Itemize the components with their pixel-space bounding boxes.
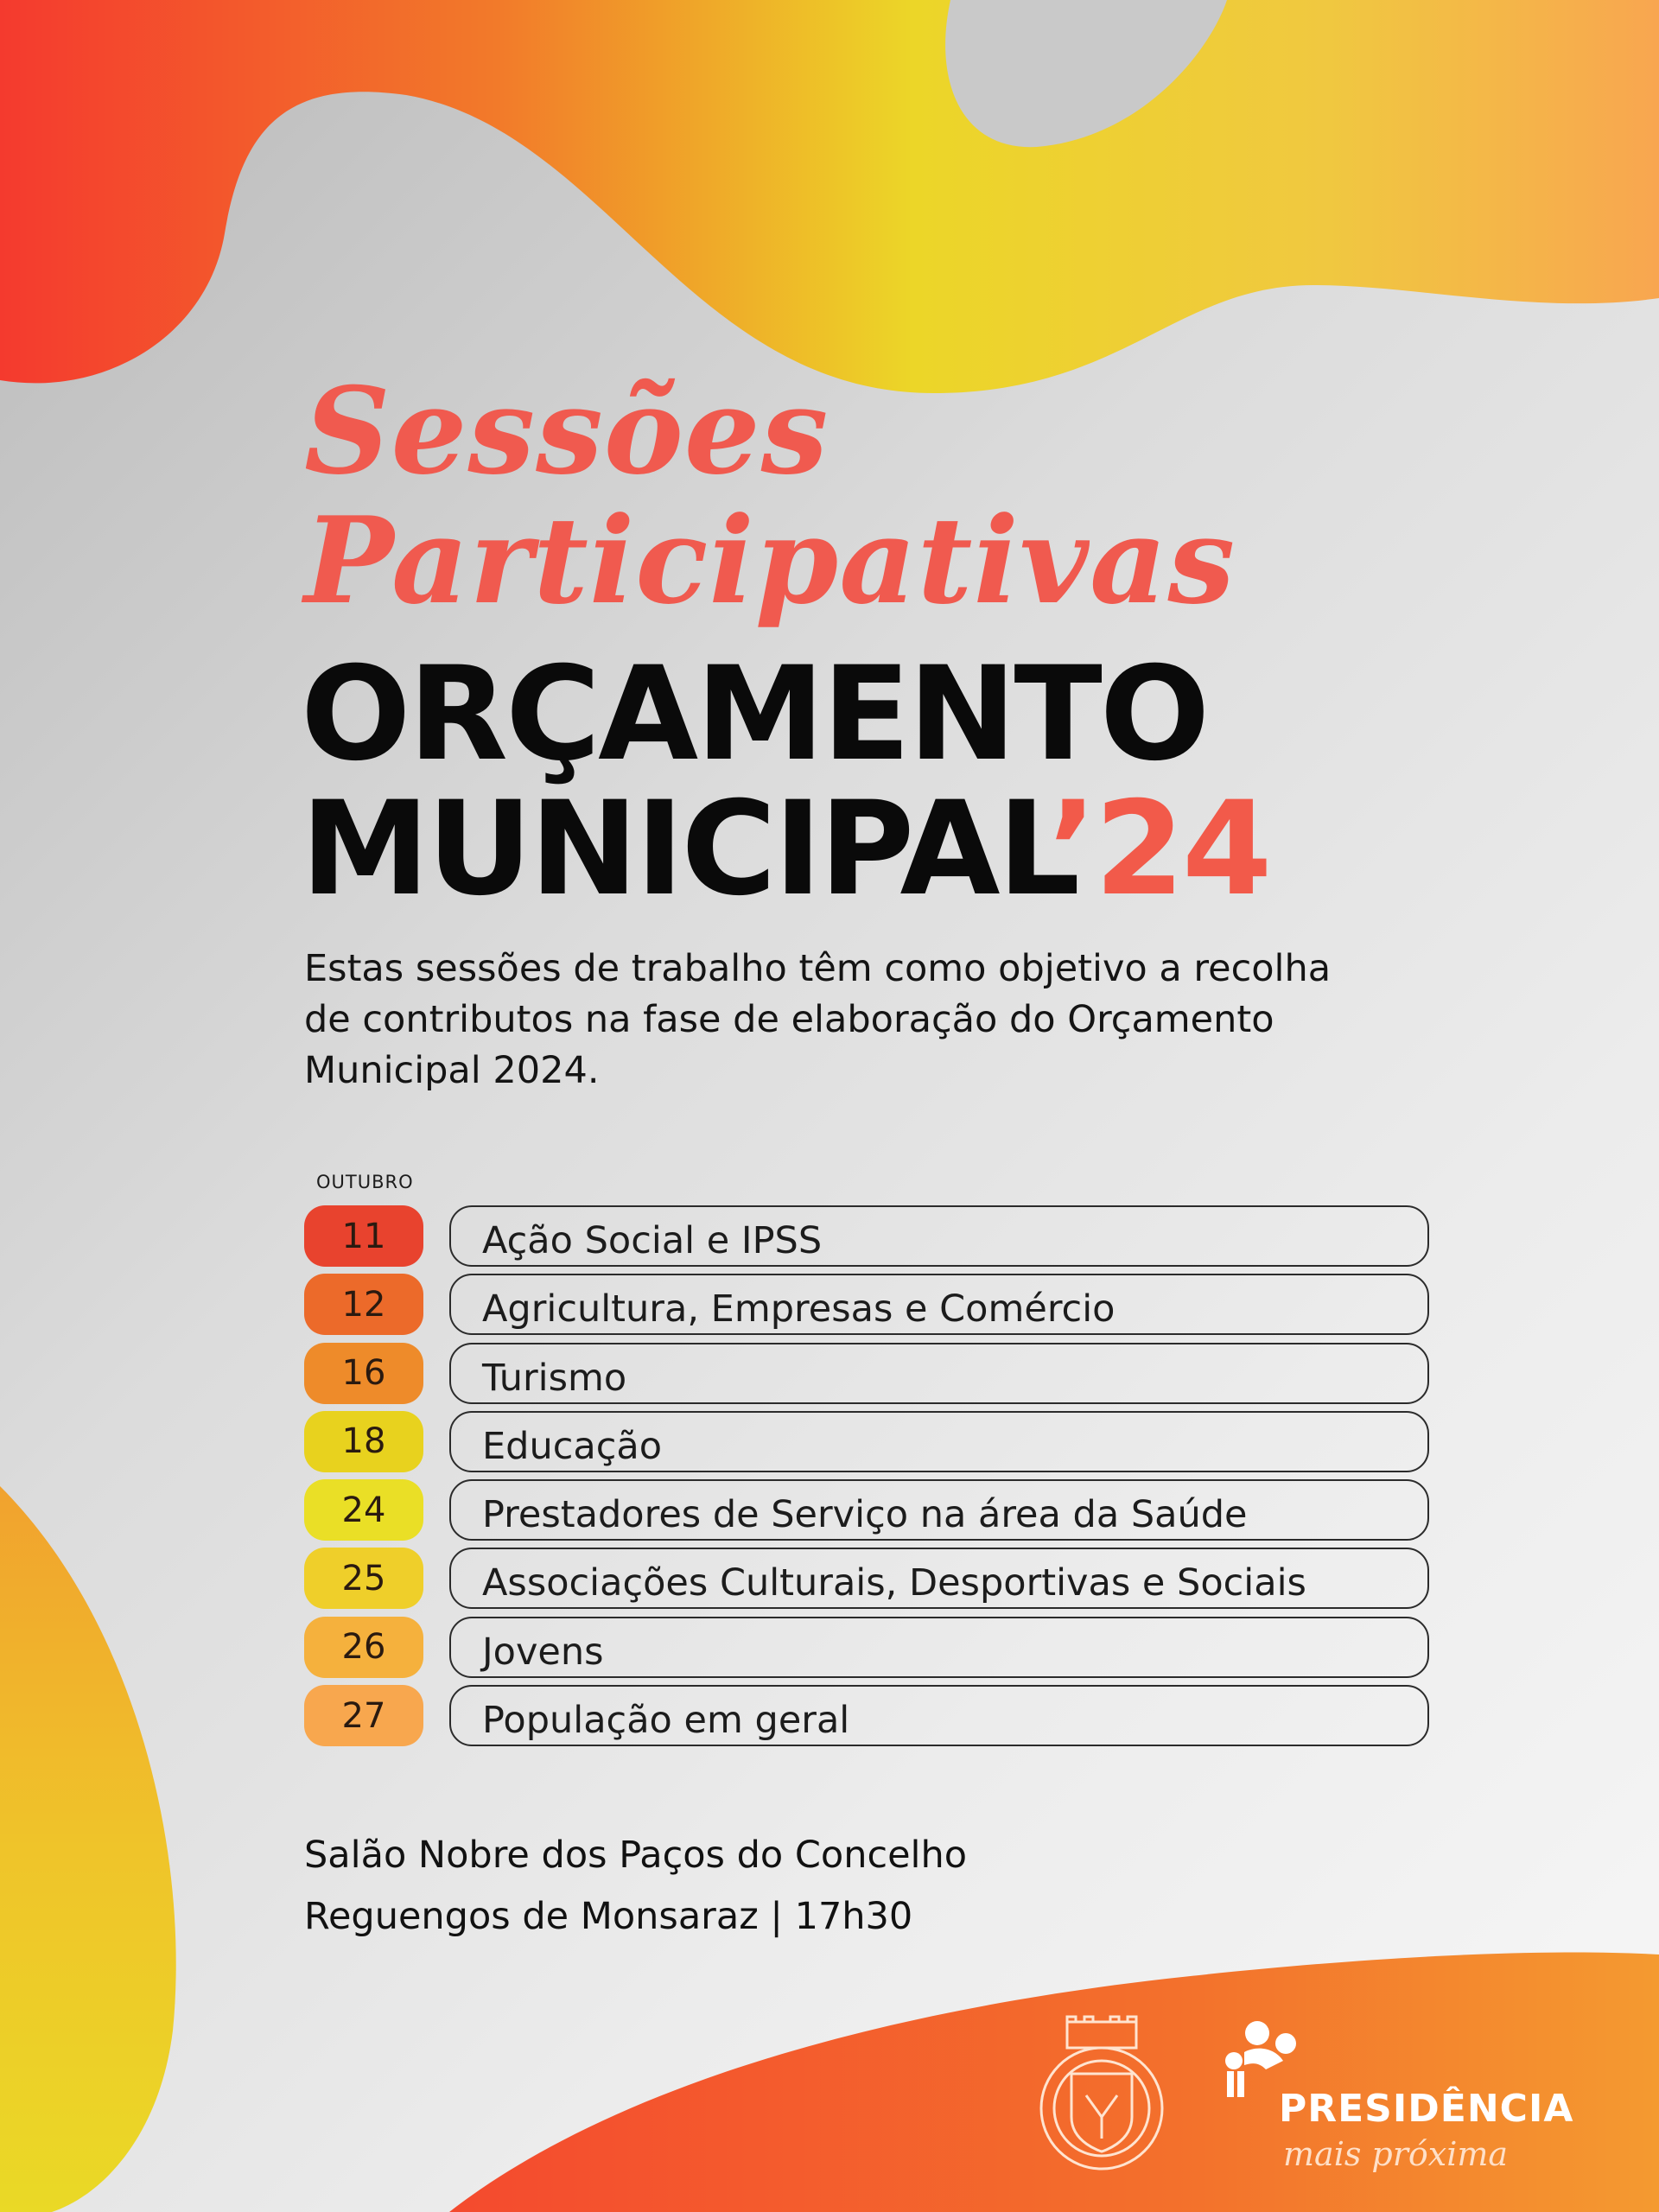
session-day-badge: 24	[304, 1479, 423, 1541]
session-day-badge: 25	[304, 1548, 423, 1609]
session-row	[304, 1343, 1429, 1404]
municipal-crest-icon	[1033, 2013, 1171, 2177]
session-topic-box	[449, 1548, 1429, 1609]
top-blob	[0, 0, 1659, 393]
session-row	[304, 1685, 1429, 1746]
session-topic-box	[449, 1205, 1429, 1267]
session-topic-box	[449, 1617, 1429, 1678]
session-row	[304, 1617, 1429, 1678]
logo-name: PRESIDÊNCIA	[1279, 2087, 1574, 2131]
session-day-badge: 11	[304, 1205, 423, 1267]
session-topic-label: Prestadores de Serviço na área da Saúde	[482, 1493, 1248, 1537]
session-topic-box	[449, 1479, 1429, 1541]
session-list	[304, 1205, 1429, 1753]
session-day-badge: 12	[304, 1274, 423, 1335]
month-label: OUTUBRO	[316, 1172, 414, 1192]
session-topic-box	[449, 1343, 1429, 1404]
session-topic-label: Jovens	[482, 1630, 604, 1674]
session-topic-label: Ação Social e IPSS	[482, 1219, 823, 1262]
session-topic-label: Turismo	[482, 1356, 627, 1400]
session-row	[304, 1479, 1429, 1541]
venue-line1: Salão Nobre dos Paços do Concelho	[304, 1834, 968, 1877]
session-topic-label: População em geral	[482, 1699, 850, 1743]
session-day-badge: 26	[304, 1617, 423, 1678]
session-topic-label: Educação	[482, 1424, 663, 1468]
session-topic-label: Associações Culturais, Desportivas e Sociais	[482, 1561, 1306, 1605]
session-day-badge: 18	[304, 1411, 423, 1472]
session-topic-box	[449, 1685, 1429, 1746]
session-topic-box	[449, 1274, 1429, 1335]
session-row	[304, 1411, 1429, 1472]
logo-tagline: mais próxima	[1283, 2135, 1509, 2173]
session-day-badge: 27	[304, 1685, 423, 1746]
session-topic-box	[449, 1411, 1429, 1472]
main-title-line1: ORÇAMENTO	[301, 639, 1208, 790]
main-title-municipal: MUNICIPAL	[301, 774, 1048, 925]
presidencia-logo	[1218, 2018, 1574, 2190]
venue-line2: Reguengos de Monsaraz | 17h30	[304, 1895, 913, 1938]
script-title-line2: Participativas	[304, 490, 1236, 631]
session-row	[304, 1205, 1429, 1267]
session-day-badge: 16	[304, 1343, 423, 1404]
main-title-year: ’24	[1047, 774, 1270, 925]
main-title-line2	[301, 774, 1270, 925]
session-row	[304, 1274, 1429, 1335]
intro-text: Estas sessões de trabalho têm como objetivo a recolha de contributos na fase de elaboração do Orçamento Municipal 2024.	[304, 947, 1332, 1092]
session-row	[304, 1548, 1429, 1609]
left-blob	[0, 1486, 176, 2212]
script-title-line1: Sessões	[304, 360, 830, 501]
session-topic-label: Agricultura, Empresas e Comércio	[482, 1287, 1116, 1332]
